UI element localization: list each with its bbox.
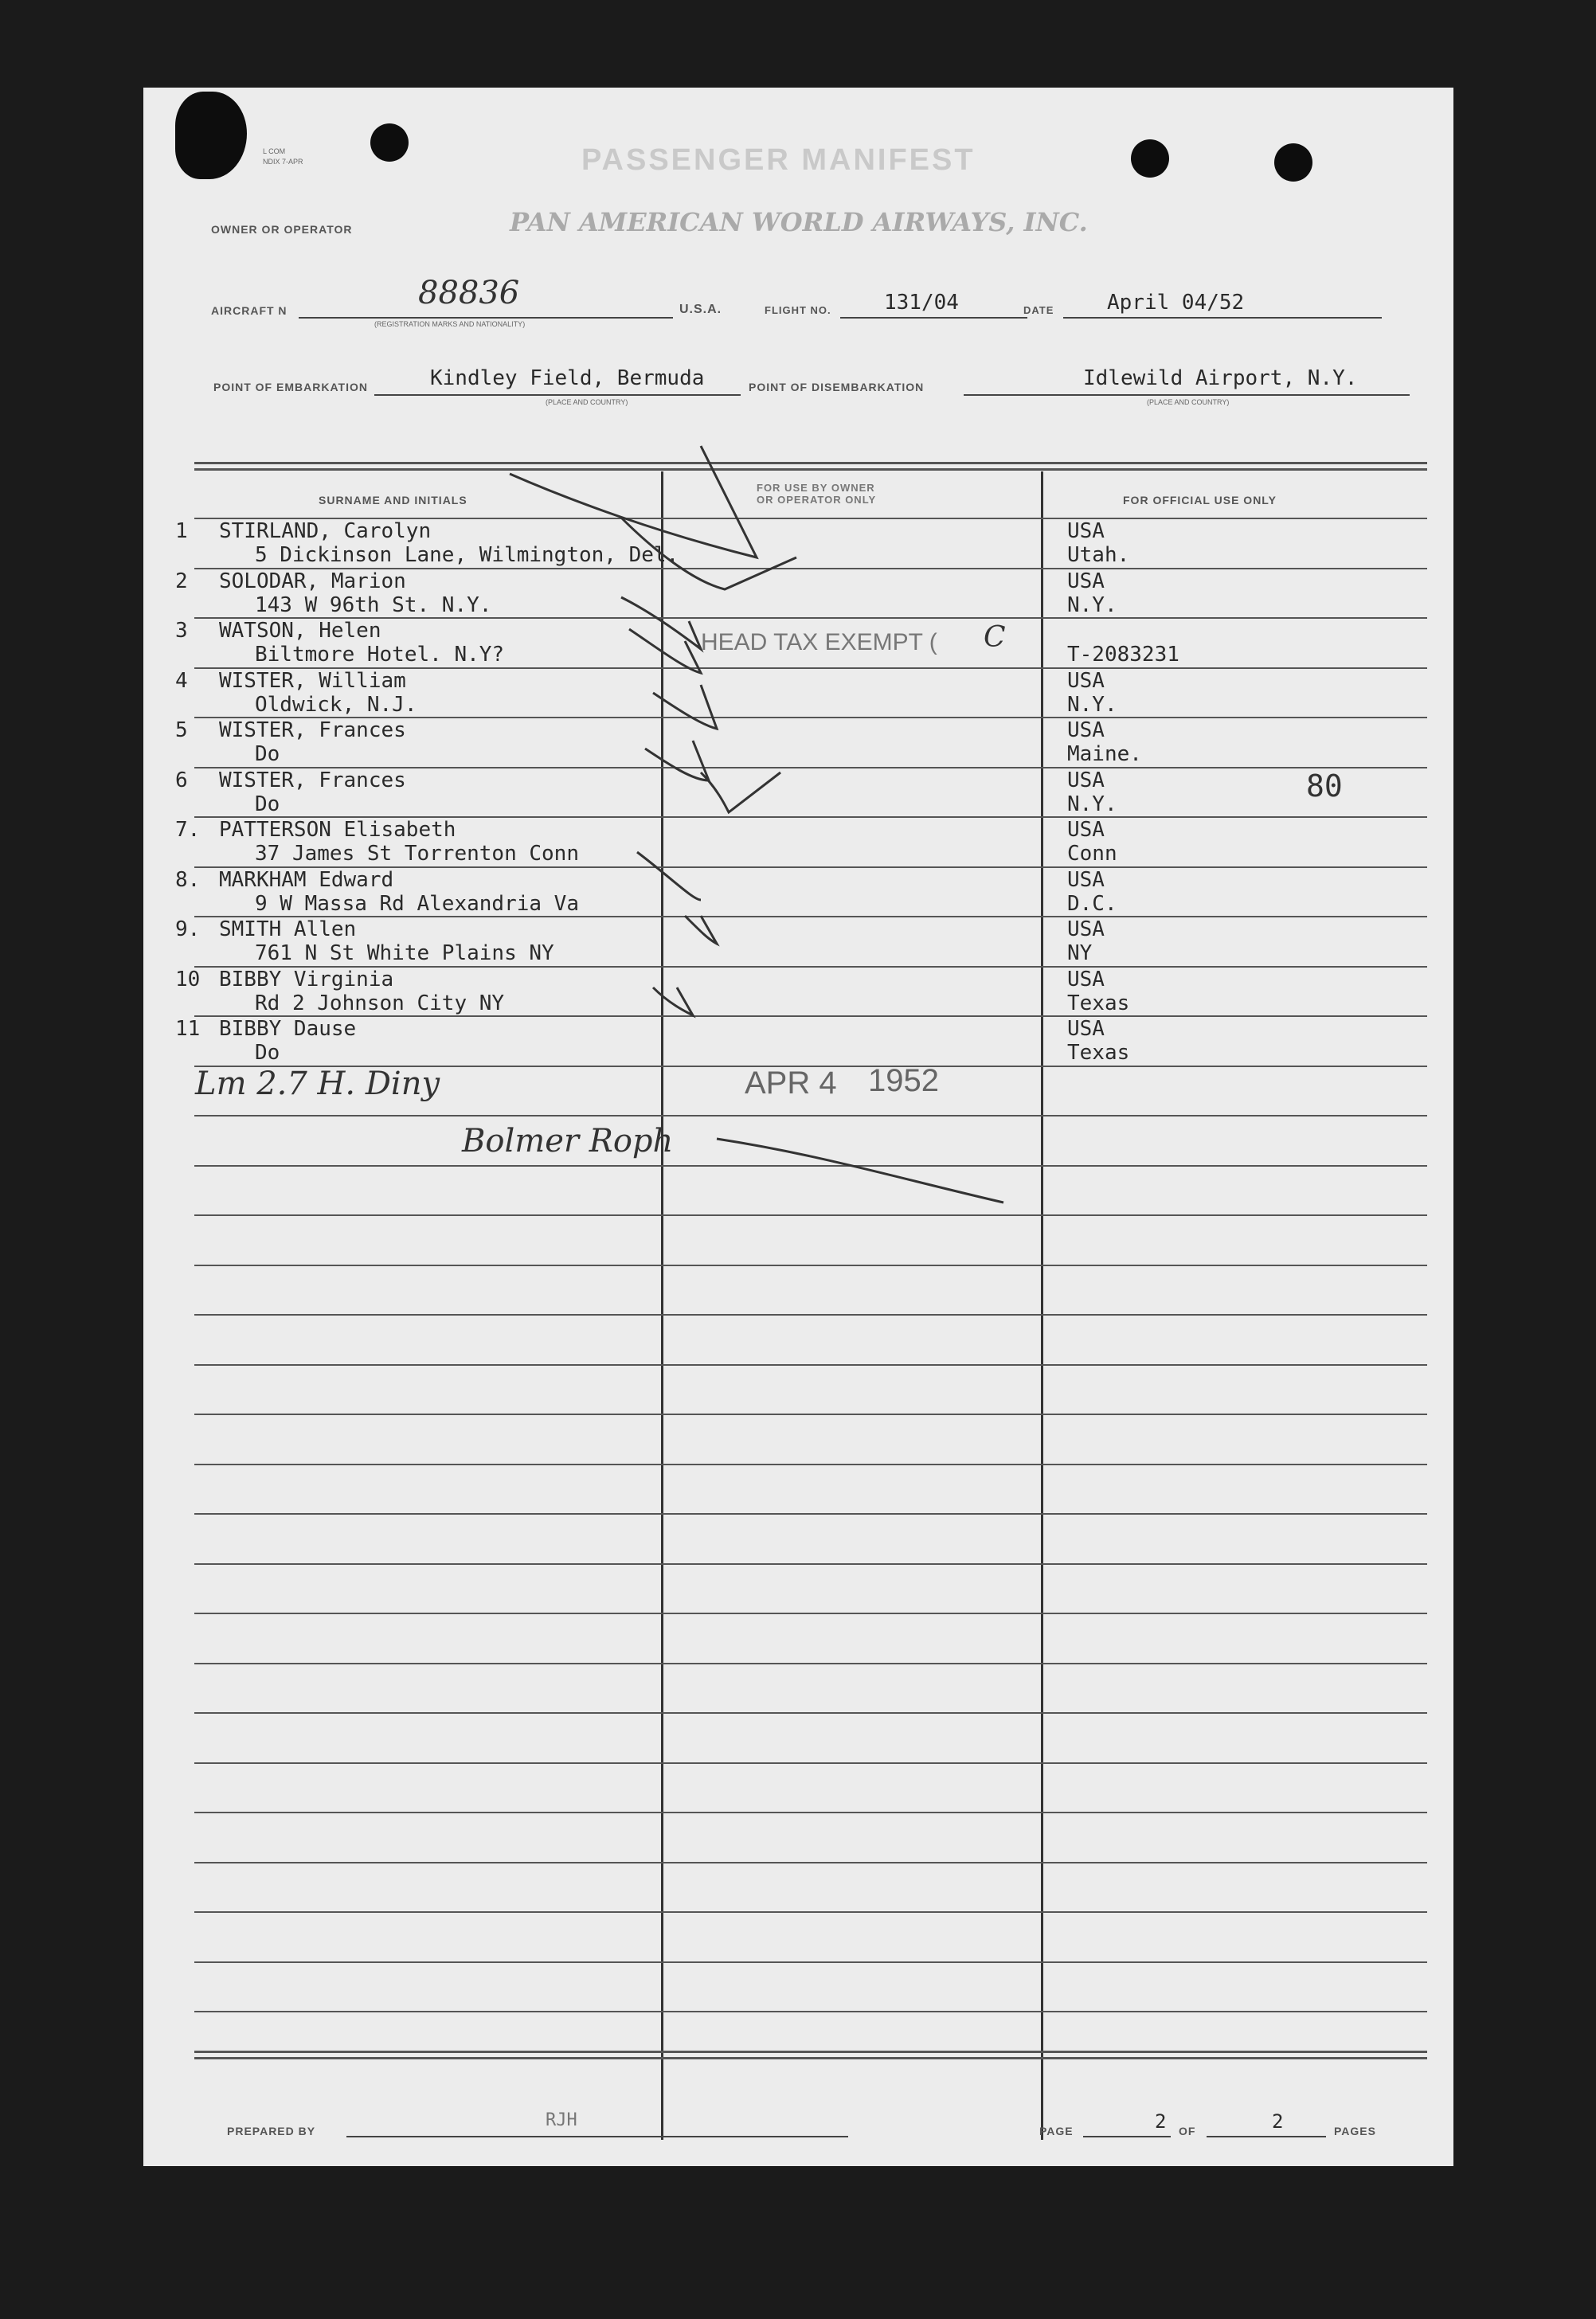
of-label: OF [1179,2125,1196,2137]
passenger-address: Oldwick, N.J. [255,692,417,717]
embark-value: Kindley Field, Bermuda [430,366,705,390]
passenger-address: 9 W Massa Rd Alexandria Va [255,891,579,916]
passenger-number: 11 [175,1017,201,1041]
disembark-sublabel: (PLACE AND COUNTRY) [1147,398,1230,406]
corner-note-2: NDIX 7-APR [263,158,303,166]
passenger-name: BIBBY Virginia [219,967,394,991]
passenger-number: 3 [175,619,188,643]
prepared-label: PREPARED BY [227,2125,316,2137]
passenger-number: 10 [175,967,201,991]
passenger-nationality: USA [1067,718,1105,742]
aircraft-value: 88836 [418,275,520,311]
signature-line-2: Bolmer Roph [462,1123,674,1160]
passenger-state: T-2083231 [1067,643,1179,667]
flight-label: FLIGHT NO. [765,304,831,316]
signature-line-1: Lm 2.7 H. Diny [195,1066,440,1102]
prepared-value: RJH [546,2110,577,2130]
head-tax-text: HEAD TAX EXEMPT ( [701,629,937,655]
passenger-name: PATTERSON Elisabeth [219,818,456,842]
stamp-year: 1952 [868,1063,939,1098]
table-bottom-rule [194,2057,1427,2059]
passenger-nationality: USA [1067,867,1105,892]
embark-sublabel: (PLACE AND COUNTRY) [546,398,628,406]
passenger-number: 6 [175,768,188,792]
passenger-state: Texas [1067,991,1130,1015]
owner-value: PAN AMERICAN WORLD AIRWAYS, INC. [510,207,1088,237]
passenger-nationality: USA [1067,818,1105,842]
flight-value: 131/04 [884,291,959,315]
passenger-nationality: USA [1067,668,1105,693]
usa-label: U.S.A. [679,303,722,316]
passenger-number: 8. [175,867,201,892]
page-label: PAGE [1039,2125,1074,2137]
handwritten-checkmarks [143,88,1453,2166]
passenger-address: Do [255,1041,280,1065]
passenger-state: N.Y. [1067,692,1117,717]
corner-note-1: L COM [263,147,286,155]
passenger-address: 37 James St Torrenton Conn [255,842,579,866]
passenger-number: 4 [175,668,188,693]
passenger-name: WISTER, Frances [219,718,406,742]
passenger-number: 7. [175,818,201,842]
passenger-number: 9. [175,917,201,941]
owner-label: OWNER OR OPERATOR [211,223,353,236]
passenger-nationality: USA [1067,1017,1105,1041]
disembark-label: POINT OF DISEMBARKATION [749,381,925,393]
aircraft-label: AIRCRAFT N [211,304,288,317]
passenger-number: 1 [175,519,188,543]
prepared-underline [346,2136,848,2137]
passenger-state: Maine. [1067,742,1142,766]
col-owner-header-2: OR OPERATOR ONLY [757,494,877,506]
passenger-name: BIBBY Dause [219,1017,357,1041]
passenger-state: Conn [1067,842,1117,866]
passenger-state: N.Y. [1067,592,1117,617]
disembark-value: Idlewild Airport, N.Y. [1083,366,1358,390]
passenger-state: Utah. [1067,543,1130,567]
side-number: 80 [1306,768,1343,804]
passenger-state: Texas [1067,1041,1130,1065]
passenger-number: 2 [175,569,188,593]
passenger-address: Biltmore Hotel. N.Y? [255,643,505,667]
col-owner-header-1: FOR USE BY OWNER [757,482,875,494]
passenger-state: NY [1067,941,1093,965]
passenger-nationality: USA [1067,917,1105,941]
passenger-name: STIRLAND, Carolyn [219,519,432,543]
passenger-name: WISTER, Frances [219,768,406,792]
page-value: 2 [1155,2110,1167,2133]
passenger-address: 761 N St White Plains NY [255,941,554,965]
passenger-name: MARKHAM Edward [219,867,394,892]
passenger-nationality: USA [1067,569,1105,593]
passenger-name: SOLODAR, Marion [219,569,406,593]
passenger-address: Do [255,792,280,816]
passenger-state: D.C. [1067,891,1117,916]
page-underline [1083,2136,1171,2137]
passenger-number: 5 [175,718,188,742]
passenger-address: Rd 2 Johnson City NY [255,991,505,1015]
manifest-sheet [143,88,1453,2166]
passenger-nationality: USA [1067,967,1105,991]
passenger-nationality: USA [1067,768,1105,792]
date-label: DATE [1023,304,1054,316]
col-names-header: SURNAME AND INITIALS [319,494,467,506]
stamp-date: APR 4 [745,1066,837,1101]
of-underline [1207,2136,1326,2137]
passenger-address: Do [255,742,280,766]
col-official-header: FOR OFFICIAL USE ONLY [1123,494,1277,506]
aircraft-sublabel: (REGISTRATION MARKS AND NATIONALITY) [374,320,526,328]
passenger-name: SMITH Allen [219,917,357,941]
date-value: April 04/52 [1107,291,1245,315]
passenger-nationality: USA [1067,519,1105,543]
passenger-state: N.Y. [1067,792,1117,816]
embark-label: POINT OF EMBARKATION [213,381,368,393]
passenger-name: WISTER, William [219,668,406,693]
head-tax-mark: C [984,621,1006,654]
passenger-address: 143 W 96th St. N.Y. [255,592,492,617]
table-bottom-rule [194,2051,1427,2053]
of-value: 2 [1272,2110,1284,2133]
form-title: PASSENGER MANIFEST [581,143,976,177]
passenger-address: 5 Dickinson Lane, Wilmington, Del. [255,543,679,567]
passenger-name: WATSON, Helen [219,619,381,643]
pages-label: PAGES [1334,2125,1376,2137]
